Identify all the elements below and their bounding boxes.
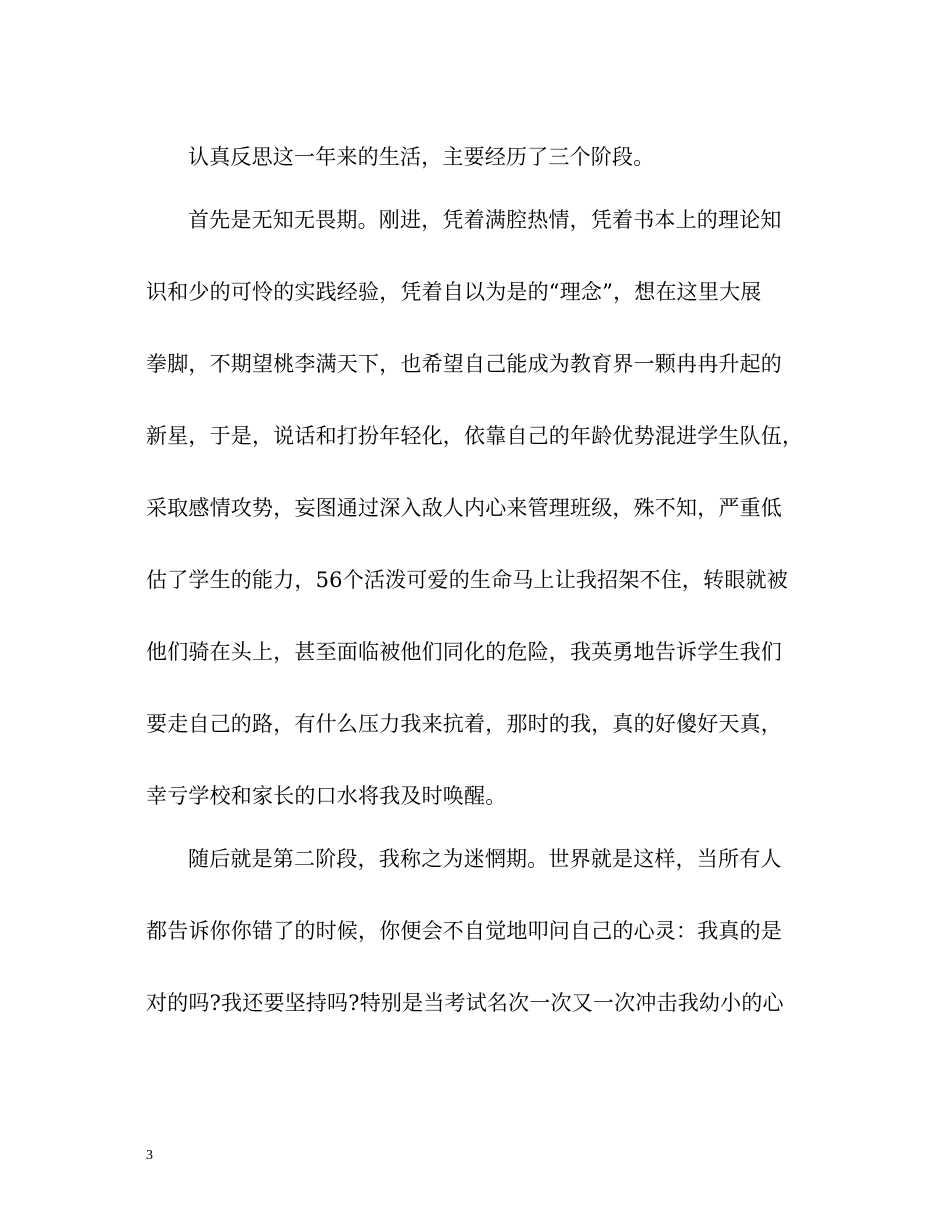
text-line: 首先是无知无畏期。刚进，凭着满腔热情，凭着书本上的理论知 xyxy=(188,208,782,232)
text-line: 采取感情攻势，妄图通过深入敌人内心来管理班级，殊不知，严重低 xyxy=(146,496,782,520)
page-number: 3 xyxy=(146,1148,153,1163)
text-line: 新星，于是，说话和打扮年轻化，依靠自己的年龄优势混进学生队伍， xyxy=(146,424,804,448)
text-line: 幸亏学校和家长的口水将我及时唤醒。 xyxy=(146,784,507,808)
text-line: 随后就是第二阶段，我称之为迷惘期。世界就是这样，当所有人 xyxy=(188,847,782,871)
text-line: 识和少的可怜的实践经验，凭着自以为是的“理念”，想在这里大展 xyxy=(146,280,762,304)
text-line: 拳脚，不期望桃李满天下，也希望自己能成为教育界一颗冉冉升起的 xyxy=(146,352,782,376)
text-line: 他们骑在头上，甚至面临被他们同化的危险，我英勇地告诉学生我们 xyxy=(146,640,782,664)
text-line: 认真反思这一年来的生活，主要经历了三个阶段。 xyxy=(188,145,655,169)
text-line: 对的吗?我还要坚持吗?特别是当考试名次一次又一次冲击我幼小的心 xyxy=(146,991,784,1015)
text-line: 估了学生的能力，56个活泼可爱的生命马上让我招架不住，转眼就被 xyxy=(146,568,788,592)
text-line: 要走自己的路，有什么压力我来抗着，那时的我，真的好傻好天真， xyxy=(146,712,782,736)
text-line: 都告诉你你错了的时候，你便会不自觉地叩问自己的心灵：我真的是 xyxy=(146,919,782,943)
